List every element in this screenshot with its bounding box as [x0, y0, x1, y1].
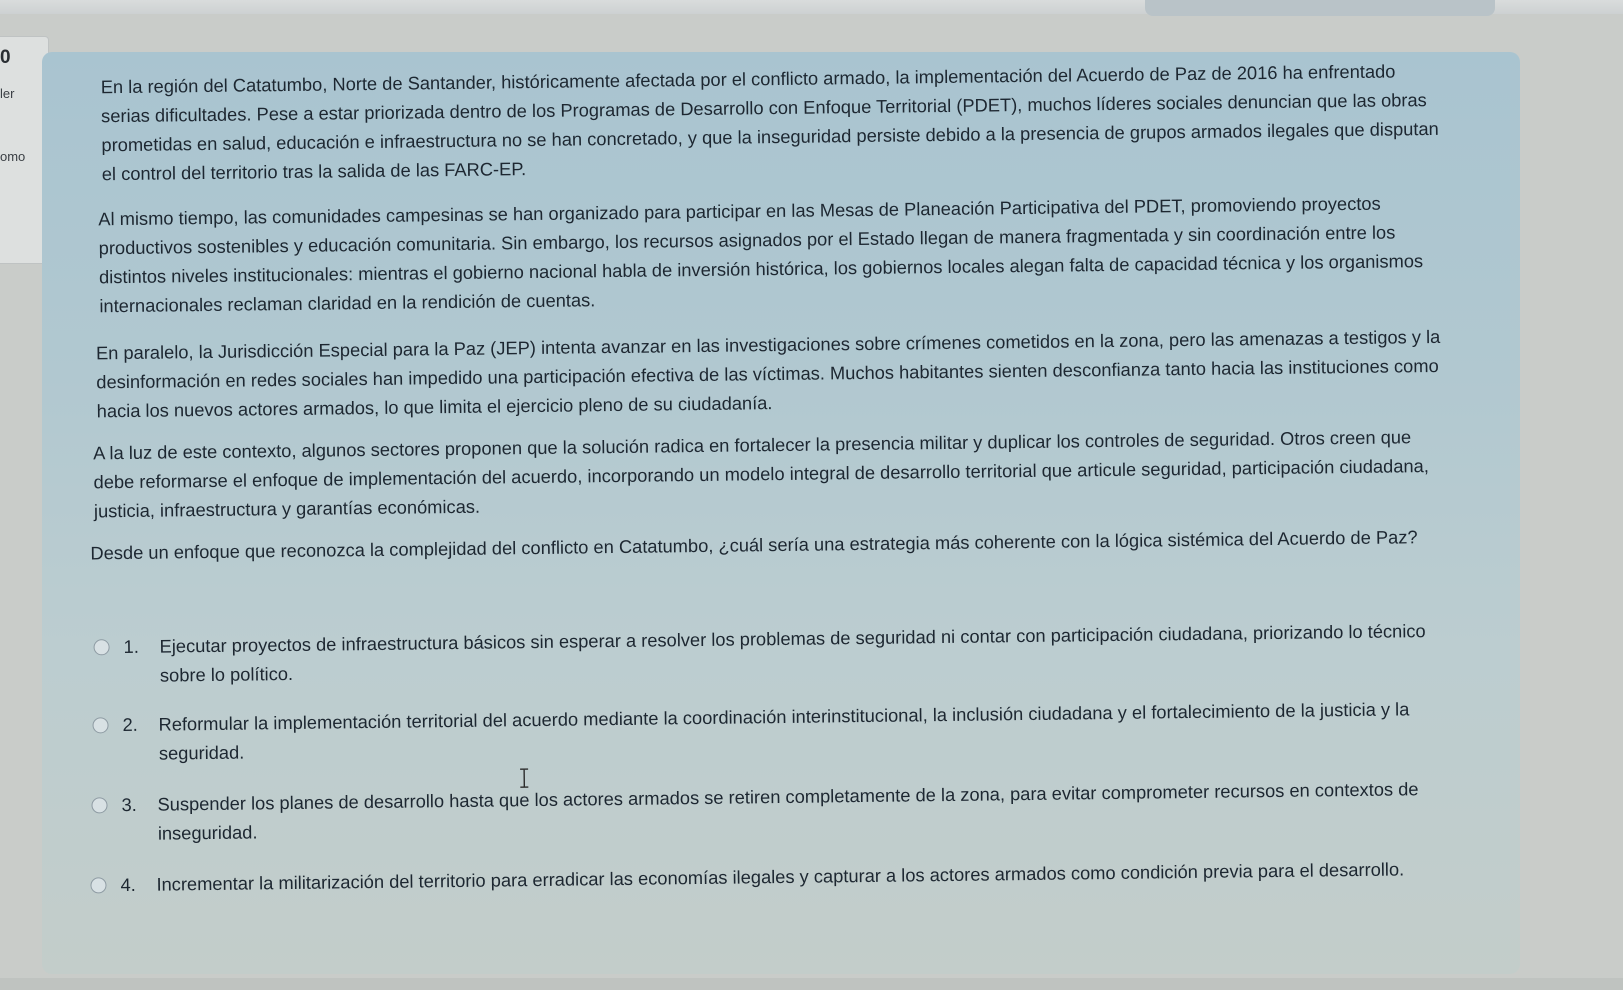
option-number: 3.: [121, 793, 137, 816]
option-text: Ejecutar proyectos de infraestructura básicos sin esperar a resolver los problemas de seguridad ni contar con participación ciudadana, priorizando lo técnico sobre lo político.: [159, 620, 1426, 686]
side-text-fragment: ler: [0, 86, 15, 101]
passage-paragraph-2: Al mismo tiempo, las comunidades campesinas se han organizado para participar en las Mesas de Planeación Participativa del PDET, promoviendo proyectos productivos sostenibles y educación comunitaria. Sin embargo, los recursos asignados por el Estado llegan de manera fragmentada y sin coordinación entre los distintos niveles institucionales: mientras el gobierno nacional habla de inversión histórica, los gobiernos locales alegan falta de capacidad técnica y los organismos internacionales reclaman claridad en la rendición de cuentas.: [98, 192, 1424, 317]
answer-option-3[interactable]: [91, 774, 1452, 849]
answer-option-1[interactable]: [93, 616, 1454, 691]
side-text-fragment: omo: [0, 149, 26, 164]
option-text: Reformular la implementación territorial del acuerdo mediante la coordinación interinstitucional, la inclusión ciudadana y el fortalecimiento de la justicia y la seguridad.: [158, 698, 1410, 764]
passage-paragraph-1: En la región del Catatumbo, Norte de Santander, históricamente afectada por el conflicto armado, la implementación del Acuerdo de Paz de 2016 ha enfrentado serias dificultades. Pese a estar priorizada dentro de los Programas de Desarrollo con Enfoque Territorial (PDET), muchos líderes sociales denuncian que las obras prometidas en salud, educación e infraestructura no se han concretado, y que la inseguridad persiste debido a la presencia de grupos armados ilegales que disputan el control del territorio tras la salida de las FARC-EP.: [100, 60, 1439, 185]
radio-button[interactable]: [92, 717, 108, 733]
answer-option-4[interactable]: [90, 854, 1450, 900]
option-number: 4.: [120, 873, 136, 896]
option-number: 1.: [123, 635, 139, 658]
option-text: Suspender los planes de desarrollo hasta que los actores armados se retiren completamente de la zona, para evitar comprometer recursos en contextos de inseguridad.: [157, 778, 1419, 844]
text-cursor-icon: [517, 768, 531, 788]
answer-option-2[interactable]: [92, 694, 1453, 769]
radio-button[interactable]: [93, 639, 109, 655]
question-card: [42, 52, 1520, 974]
passage-paragraph-3: En paralelo, la Jurisdicción Especial para la Paz (JEP) intenta avanzar en las investigaciones sobre crímenes cometidos en la zona, pero las amenazas a testigos y la desinformación en redes sociales han impedido una participación efectiva de las víctimas. Muchos habitantes sienten desconfianza tanto hacia las instituciones como hacia los nuevos actores armados, lo que limita el ejercicio pleno de su ciudadanía.: [95, 325, 1441, 422]
radio-button[interactable]: [91, 797, 107, 813]
radio-button[interactable]: [90, 877, 106, 893]
question-content: [36, 43, 1525, 983]
question-number-fragment: 0: [0, 47, 11, 68]
option-text: Incrementar la militarización del territorio para erradicar las economías ilegales y capturar a los actores armados como condición previa para el desarrollo.: [156, 858, 1405, 895]
question-prompt: Desde un enfoque que reconozca la complejidad del conflicto en Catatumbo, ¿cuál sería una estrategia más coherente con la lógica sistémica del Acuerdo de Paz?: [90, 526, 1418, 564]
passage-paragraph-4: A la luz de este contexto, algunos sectores proponen que la solución radica en fortalecer la presencia militar y duplicar los controles de seguridad. Otros creen que debe reformarse el enfoque de implementación del acuerdo, incorporando un modelo integral de desarrollo territorial que articule seguridad, participación ciudadana, justicia, infraestructura y garantías económicas.: [93, 426, 1429, 522]
page-bottom-strip: [0, 978, 1623, 990]
option-number: 2.: [122, 713, 138, 736]
previous-card-edge: [1145, 0, 1495, 16]
